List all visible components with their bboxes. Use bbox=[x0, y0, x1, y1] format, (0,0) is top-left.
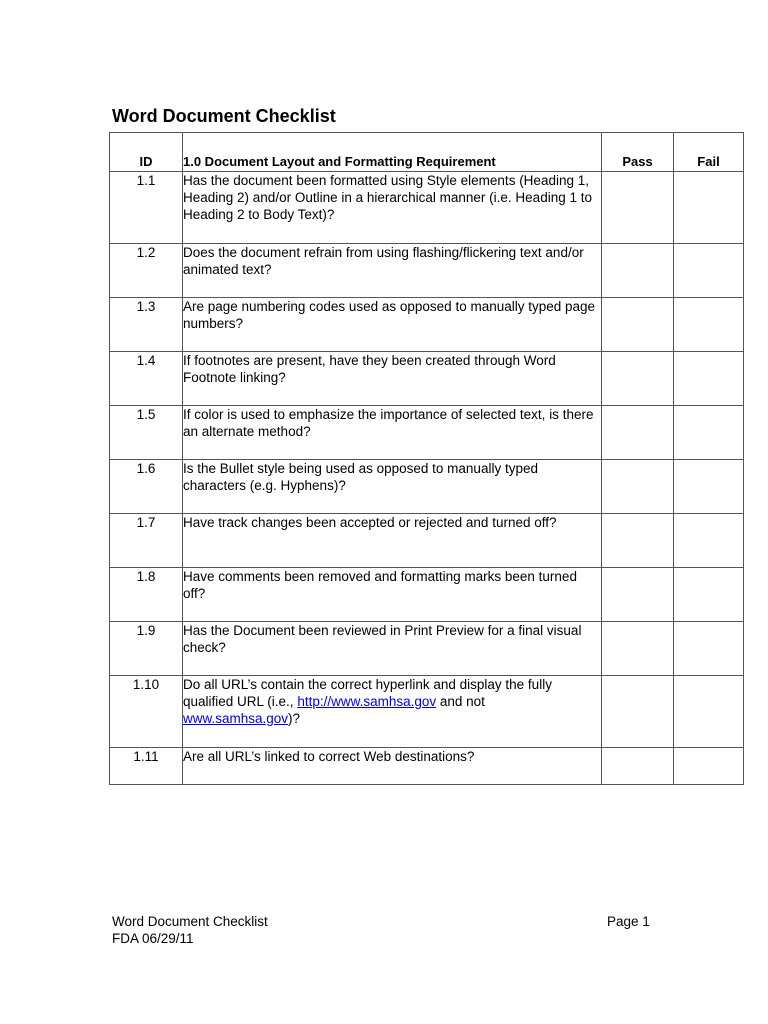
footer bbox=[112, 913, 268, 947]
row-id: 1.6 bbox=[110, 460, 183, 514]
pass-cell[interactable] bbox=[602, 568, 674, 622]
table-row bbox=[110, 748, 744, 785]
header-pass: Pass bbox=[602, 133, 674, 172]
row-requirement: Are all URL’s linked to correct Web destinations? bbox=[183, 748, 602, 785]
samhsa-full-url-link[interactable]: http://www.samhsa.gov bbox=[297, 694, 437, 709]
pass-cell[interactable] bbox=[602, 676, 674, 748]
row-id: 1.4 bbox=[110, 352, 183, 406]
fail-cell[interactable] bbox=[674, 514, 744, 568]
samhsa-short-url-link[interactable]: www.samhsa.gov bbox=[183, 711, 289, 726]
footer-title: Word Document Checklist bbox=[112, 914, 268, 929]
row-id: 1.1 bbox=[110, 172, 183, 244]
row-id: 1.3 bbox=[110, 298, 183, 352]
checklist-table bbox=[109, 132, 744, 785]
row-requirement: Have comments been removed and formatting marks been turned off? bbox=[183, 568, 602, 622]
pass-cell[interactable] bbox=[602, 352, 674, 406]
table-row bbox=[110, 622, 744, 676]
fail-cell[interactable] bbox=[674, 172, 744, 244]
fail-cell[interactable] bbox=[674, 748, 744, 785]
row-requirement: Does the document refrain from using flashing/flickering text and/or animated text? bbox=[183, 244, 602, 298]
footer-page-number: Page 1 bbox=[607, 914, 650, 929]
row-requirement bbox=[183, 676, 602, 748]
pass-cell[interactable] bbox=[602, 298, 674, 352]
requirement-text: Do all URL’s contain the correct hyperlink and display the fully qualified URL (i.e., bbox=[183, 677, 552, 709]
table-row bbox=[110, 514, 744, 568]
table-row bbox=[110, 352, 744, 406]
header-fail: Fail bbox=[674, 133, 744, 172]
row-id: 1.10 bbox=[110, 676, 183, 748]
table-row bbox=[110, 676, 744, 748]
row-requirement: If color is used to emphasize the importance of selected text, is there an alternate method? bbox=[183, 406, 602, 460]
pass-cell[interactable] bbox=[602, 748, 674, 785]
table-header-row bbox=[110, 133, 744, 172]
row-requirement: Has the document been formatted using Style elements (Heading 1, Heading 2) and/or Outline in a hierarchical manner (i.e. Heading 1 to Heading 2 to Body Text)? bbox=[183, 172, 602, 244]
row-requirement: If footnotes are present, have they been created through Word Footnote linking? bbox=[183, 352, 602, 406]
fail-cell[interactable] bbox=[674, 676, 744, 748]
fail-cell[interactable] bbox=[674, 622, 744, 676]
row-id: 1.2 bbox=[110, 244, 183, 298]
fail-cell[interactable] bbox=[674, 298, 744, 352]
requirement-text: and not bbox=[436, 694, 485, 709]
pass-cell[interactable] bbox=[602, 244, 674, 298]
row-requirement: Have track changes been accepted or rejected and turned off? bbox=[183, 514, 602, 568]
table-row bbox=[110, 568, 744, 622]
row-requirement: Is the Bullet style being used as opposed to manually typed characters (e.g. Hyphens)? bbox=[183, 460, 602, 514]
table-row bbox=[110, 244, 744, 298]
pass-cell[interactable] bbox=[602, 460, 674, 514]
table-row bbox=[110, 298, 744, 352]
fail-cell[interactable] bbox=[674, 568, 744, 622]
document-title: Word Document Checklist bbox=[112, 106, 336, 126]
row-id: 1.9 bbox=[110, 622, 183, 676]
pass-cell[interactable] bbox=[602, 514, 674, 568]
pass-cell[interactable] bbox=[602, 406, 674, 460]
row-requirement: Are page numbering codes used as opposed to manually typed page numbers? bbox=[183, 298, 602, 352]
footer-code: FDA 06/29/11 bbox=[112, 931, 194, 946]
row-id: 1.11 bbox=[110, 748, 183, 785]
row-id: 1.8 bbox=[110, 568, 183, 622]
header-id: ID bbox=[110, 133, 183, 172]
pass-cell[interactable] bbox=[602, 172, 674, 244]
header-requirement: 1.0 Document Layout and Formatting Requirement bbox=[183, 133, 602, 172]
requirement-text: )? bbox=[288, 711, 301, 726]
fail-cell[interactable] bbox=[674, 406, 744, 460]
fail-cell[interactable] bbox=[674, 352, 744, 406]
pass-cell[interactable] bbox=[602, 622, 674, 676]
fail-cell[interactable] bbox=[674, 244, 744, 298]
row-id: 1.5 bbox=[110, 406, 183, 460]
row-requirement: Has the Document been reviewed in Print Preview for a final visual check? bbox=[183, 622, 602, 676]
fail-cell[interactable] bbox=[674, 460, 744, 514]
table-row bbox=[110, 460, 744, 514]
table-row bbox=[110, 406, 744, 460]
row-id: 1.7 bbox=[110, 514, 183, 568]
table-row bbox=[110, 172, 744, 244]
